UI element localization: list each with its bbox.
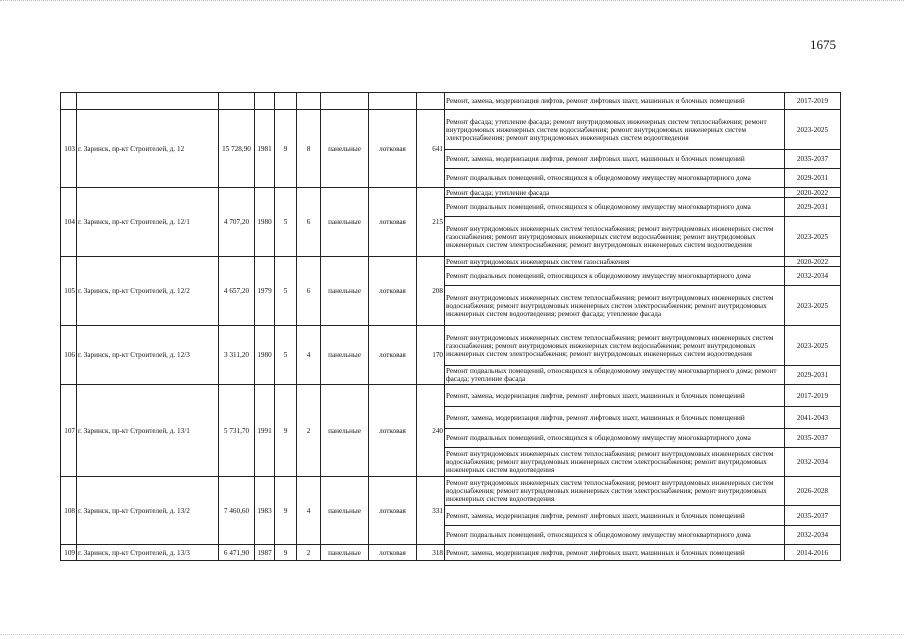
work-period: 2029-2031	[785, 198, 841, 217]
house-address	[77, 93, 219, 110]
house-floors: 5	[275, 188, 297, 257]
house-wall-material: панельные	[321, 110, 369, 188]
work-period: 2032-2034	[785, 267, 841, 286]
scan-top-edge	[0, 0, 904, 4]
house-number: 105	[61, 257, 77, 326]
house-residents: 170	[417, 326, 445, 385]
work-period: 2029-2031	[785, 169, 841, 188]
work-description: Ремонт внутридомовых инженерных систем теплоснабжения; ремонт внутридомовых инженерных систем газоснабжения; ремонт внутридомовых инженерных систем водоснабжения; ремонт внутридомовых инженерных систем электроснабжения; ремонт внутридомовых инженерных систем водоотведения	[445, 326, 785, 366]
work-period: 2026-2028	[785, 477, 841, 506]
work-period: 2023-2025	[785, 110, 841, 150]
house-wall-material: панельные	[321, 326, 369, 385]
work-description: Ремонт внутридомовых инженерных систем теплоснабжения; ремонт внутридомовых инженерных систем газоснабжения; ремонт внутридомовых инженерных систем водоснабжения; ремонт внутридомовых инженерных систем электроснабжения; ремонт внутридомовых инженерных систем водоотведения	[445, 217, 785, 257]
house-year: 1983	[255, 477, 275, 545]
house-address: г. Заринск, пр-кт Строителей, д. 12/2	[77, 257, 219, 326]
work-description: Ремонт, замена, модернизация лифтов, ремонт лифтовых шахт, машинных и блочных помещений	[445, 506, 785, 526]
work-period: 2029-2031	[785, 366, 841, 385]
house-address: г. Заринск, пр-кт Строителей, д. 13/1	[77, 385, 219, 477]
work-description: Ремонт внутридомовых инженерных систем газоснабжения	[445, 257, 785, 267]
table-row	[61, 385, 841, 407]
work-description: Ремонт подвальных помещений, относящихся к общедомовому имуществу многоквартирного дома	[445, 169, 785, 188]
house-number: 103	[61, 110, 77, 188]
work-period: 2032-2034	[785, 448, 841, 477]
table-row	[61, 110, 841, 150]
house-residents: 240	[417, 385, 445, 477]
work-period: 2023-2025	[785, 326, 841, 366]
house-entrances: 4	[297, 326, 321, 385]
work-period: 2023-2025	[785, 286, 841, 326]
work-period: 2020-2022	[785, 257, 841, 267]
house-year	[255, 93, 275, 110]
house-wall-material: панельные	[321, 477, 369, 545]
table-row	[61, 326, 841, 366]
house-residents: 208	[417, 257, 445, 326]
work-period: 2035-2037	[785, 506, 841, 526]
house-number: 109	[61, 545, 77, 561]
work-period: 2023-2025	[785, 217, 841, 257]
house-residents: 215	[417, 188, 445, 257]
house-roof-type: лотковая	[369, 188, 417, 257]
work-period: 2020-2022	[785, 188, 841, 198]
house-number	[61, 93, 77, 110]
work-description: Ремонт фасада; утепление фасада; ремонт внутридомовых инженерных систем теплоснабжения; ремонт внутридомовых инженерных систем водоснабжения; ремонт внутридомовых инженерных систем электроснабжения; ремонт внутридомовых инженерных систем водоотведения	[445, 110, 785, 150]
house-number: 107	[61, 385, 77, 477]
house-address: г. Заринск, пр-кт Строителей, д. 12	[77, 110, 219, 188]
house-residents: 318	[417, 545, 445, 561]
work-description: Ремонт внутридомовых инженерных систем теплоснабжения; ремонт внутридомовых инженерных систем водоснабжения; ремонт внутридомовых инженерных систем электроснабжения; ремонт внутридомовых инженерных систем водоотведения	[445, 448, 785, 477]
house-year: 1987	[255, 545, 275, 561]
house-entrances: 4	[297, 477, 321, 545]
house-wall-material	[321, 93, 369, 110]
work-description: Ремонт подвальных помещений, относящихся к общедомовому имуществу многоквартирного дома	[445, 198, 785, 217]
house-floors: 9	[275, 477, 297, 545]
table-row	[61, 93, 841, 110]
work-description: Ремонт подвальных помещений, относящихся к общедомовому имуществу многоквартирного дома	[445, 429, 785, 448]
house-entrances: 6	[297, 257, 321, 326]
house-floors: 5	[275, 257, 297, 326]
house-entrances: 2	[297, 545, 321, 561]
house-area	[219, 93, 255, 110]
house-roof-type: лотковая	[369, 477, 417, 545]
work-description: Ремонт внутридомовых инженерных систем теплоснабжения; ремонт внутридомовых инженерных систем водоснабжения; ремонт внутридомовых инженерных систем электроснабжения; ремонт внутридомовых инженерных систем водоотведения; ремонт фасада; утепление фасада	[445, 286, 785, 326]
table-body	[61, 93, 841, 561]
table-row	[61, 477, 841, 506]
work-description: Ремонт, замена, модернизация лифтов, ремонт лифтовых шахт, машинных и блочных помещений	[445, 93, 785, 110]
house-floors: 9	[275, 385, 297, 477]
house-year: 1991	[255, 385, 275, 477]
work-description: Ремонт подвальных помещений, относящихся к общедомовому имуществу многоквартирного дома	[445, 526, 785, 545]
work-description: Ремонт внутридомовых инженерных систем теплоснабжения; ремонт внутридомовых инженерных систем водоснабжения; ремонт внутридомовых инженерных систем электроснабжения; ремонт внутридомовых инженерных систем водоотведения	[445, 477, 785, 506]
house-address: г. Заринск, пр-кт Строителей, д. 13/2	[77, 477, 219, 545]
house-floors: 9	[275, 110, 297, 188]
house-area: 4 707,20	[219, 188, 255, 257]
house-address: г. Заринск, пр-кт Строителей, д. 12/1	[77, 188, 219, 257]
work-period: 2041-2043	[785, 407, 841, 429]
house-floors	[275, 93, 297, 110]
table-row	[61, 257, 841, 267]
house-area: 5 731,70	[219, 385, 255, 477]
house-year: 1980	[255, 188, 275, 257]
house-floors: 5	[275, 326, 297, 385]
work-description: Ремонт подвальных помещений, относящихся к общедомовому имуществу многоквартирного дома	[445, 267, 785, 286]
house-area: 3 311,20	[219, 326, 255, 385]
work-description: Ремонт подвальных помещений, относящихся к общедомовому имуществу многоквартирного дома; ремонт фасада; утепление фасада	[445, 366, 785, 385]
house-area: 6 471,90	[219, 545, 255, 561]
house-address: г. Заринск, пр-кт Строителей, д. 13/3	[77, 545, 219, 561]
work-period: 2014-2016	[785, 545, 841, 561]
house-roof-type: лотковая	[369, 545, 417, 561]
house-number: 108	[61, 477, 77, 545]
house-area: 15 728,90	[219, 110, 255, 188]
table-row	[61, 188, 841, 198]
house-roof-type: лотковая	[369, 257, 417, 326]
work-period: 2017-2019	[785, 93, 841, 110]
house-roof-type: лотковая	[369, 110, 417, 188]
house-area: 4 657,20	[219, 257, 255, 326]
house-number: 104	[61, 188, 77, 257]
work-description: Ремонт фасада; утепление фасада	[445, 188, 785, 198]
house-year: 1980	[255, 326, 275, 385]
house-residents	[417, 93, 445, 110]
house-wall-material: панельные	[321, 257, 369, 326]
house-entrances: 8	[297, 110, 321, 188]
house-year: 1979	[255, 257, 275, 326]
house-entrances: 6	[297, 188, 321, 257]
repair-program-table	[60, 92, 841, 561]
house-number: 106	[61, 326, 77, 385]
house-wall-material: панельные	[321, 385, 369, 477]
house-wall-material: панельные	[321, 188, 369, 257]
work-period: 2035-2037	[785, 429, 841, 448]
house-residents: 331	[417, 477, 445, 545]
house-entrances: 2	[297, 385, 321, 477]
house-entrances	[297, 93, 321, 110]
work-period: 2032-2034	[785, 526, 841, 545]
house-roof-type	[369, 93, 417, 110]
house-roof-type: лотковая	[369, 385, 417, 477]
house-roof-type: лотковая	[369, 326, 417, 385]
work-description: Ремонт, замена, модернизация лифтов, ремонт лифтовых шахт, машинных и блочных помещений	[445, 385, 785, 407]
work-description: Ремонт, замена, модернизация лифтов, ремонт лифтовых шахт, машинных и блочных помещений	[445, 407, 785, 429]
scan-bottom-edge	[0, 634, 904, 638]
page-number: 1675	[810, 37, 836, 52]
work-period: 2017-2019	[785, 385, 841, 407]
table-row	[61, 545, 841, 561]
house-residents: 641	[417, 110, 445, 188]
house-wall-material: панельные	[321, 545, 369, 561]
house-address: г. Заринск, пр-кт Строителей, д. 12/3	[77, 326, 219, 385]
house-area: 7 460,60	[219, 477, 255, 545]
work-description: Ремонт, замена, модернизация лифтов, ремонт лифтовых шахт, машинных и блочных помещений	[445, 545, 785, 561]
work-description: Ремонт, замена, модернизация лифтов, ремонт лифтовых шахт, машинных и блочных помещений	[445, 150, 785, 169]
house-floors: 9	[275, 545, 297, 561]
house-year: 1981	[255, 110, 275, 188]
work-period: 2035-2037	[785, 150, 841, 169]
